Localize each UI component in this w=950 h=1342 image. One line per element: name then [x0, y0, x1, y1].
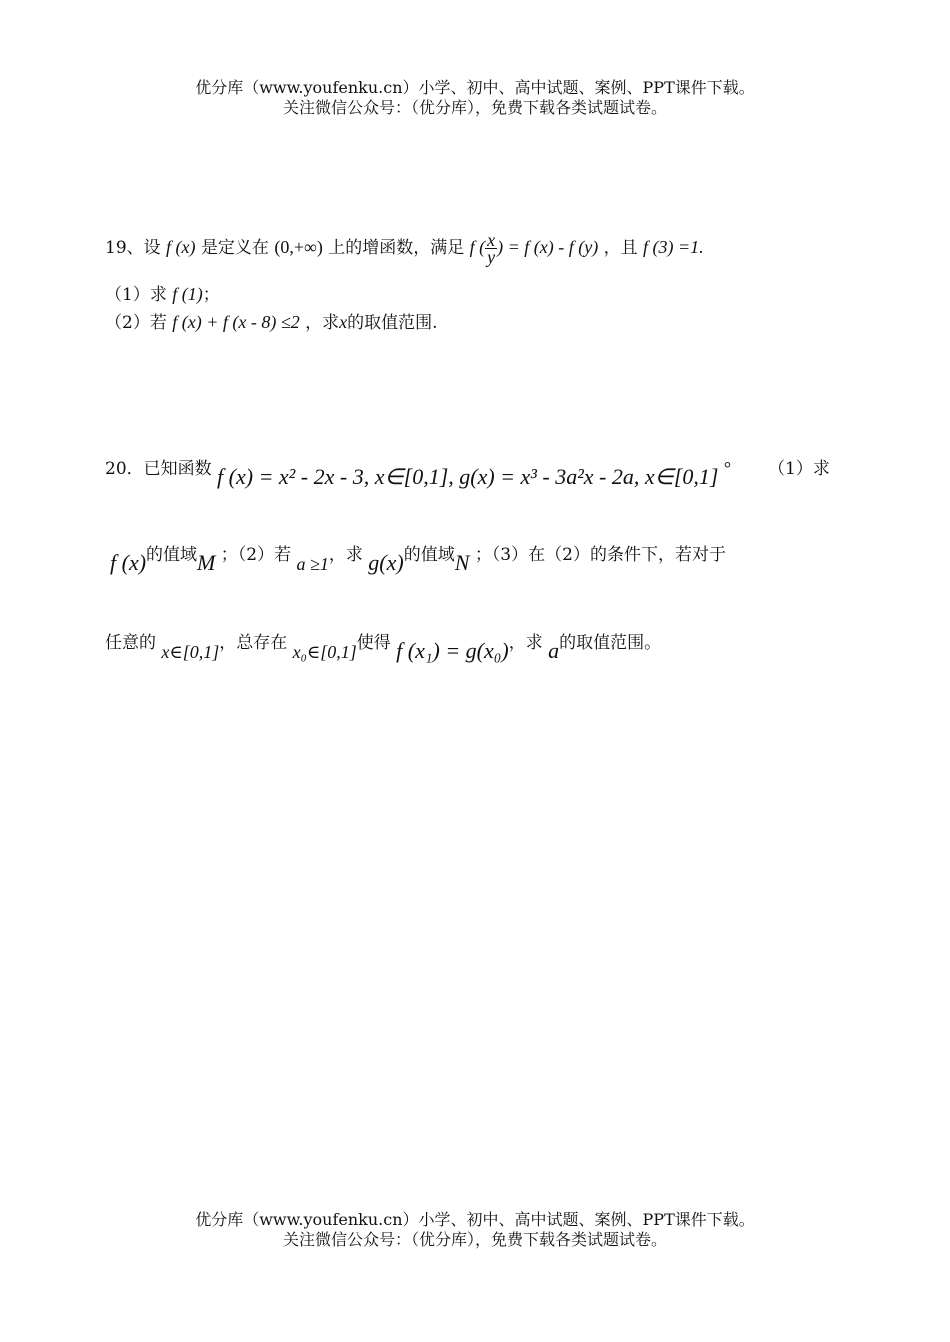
q20-seek-2: ，求	[508, 633, 543, 653]
q20-gx: g(x)	[368, 550, 404, 575]
q19-numerator: x	[487, 230, 496, 250]
q19-equation-rhs: ) = f (x) - f (y)	[497, 237, 599, 257]
q20-range-text-m: 的值域	[146, 545, 198, 565]
q20-set-m: M	[197, 550, 216, 575]
q19-denominator: y	[487, 247, 496, 267]
q20-line-2	[110, 540, 726, 575]
q19-part-1-end: ；	[202, 285, 220, 305]
q19-text-1: 是定义在	[200, 238, 269, 258]
page-footer	[0, 1210, 950, 1250]
q20-sep-1: ；（2）若	[220, 545, 292, 565]
q19-f-open: f (	[469, 237, 486, 257]
q20-var-a: a	[548, 638, 560, 663]
q20-part-1-label: （1）求	[768, 459, 830, 479]
q20-final: 的取值范围。	[559, 633, 662, 653]
q19-part-1-expr: f (1)	[172, 284, 203, 304]
q19-part-1-label: （1）求	[105, 285, 167, 305]
q20-line-3	[105, 628, 662, 663]
q20-seek: ，求	[328, 545, 363, 565]
header-line-1: 优分库（www.youfenku.cn）小学、初中、高中试题、案例、PPT课件下载。	[195, 78, 755, 97]
header-line-2: 关注微信公众号：（优分库），免费下载各类试题试卷。	[282, 98, 667, 117]
footer-line-1: 优分库（www.youfenku.cn）小学、初中、高中试题、案例、PPT课件下载。	[195, 1210, 755, 1229]
q20-stop: °	[723, 458, 732, 478]
q19-part-2-label: （2）若	[105, 313, 167, 333]
q20-exists: ，总存在	[219, 633, 288, 653]
q20-any: 任意的	[105, 633, 156, 653]
q19-f3: f (3) =1.	[643, 237, 704, 257]
q19-fx: f (x)	[166, 237, 196, 257]
q20-stem	[105, 454, 732, 489]
q20-range-text-n: 的值域	[403, 545, 455, 565]
q19-fraction	[485, 232, 497, 265]
q19-number: 19、设	[105, 238, 161, 258]
q20-sep-2: ；（3）在（2）的条件下，若对于	[474, 545, 726, 565]
q20-number: 20．已知函数	[105, 459, 212, 479]
q20-formula: f (x) = x² - 2x - 3, x∈[0,1], g(x) = x³ - 3a²x - 2a, x∈[0,1]	[217, 464, 719, 489]
q19-text-3: ，且	[603, 238, 638, 258]
q19-text-2: 上的增函数，满足	[328, 238, 465, 258]
page-header	[0, 78, 950, 118]
q20-equation: f (x₁) = g(x₀)	[396, 638, 509, 663]
q19-part-2-var: x	[339, 312, 348, 332]
q19-part-1	[105, 280, 220, 305]
q19-part-2-end: 的取值范围.	[347, 313, 438, 333]
q20-x-range: x∈[0,1]	[161, 642, 220, 662]
q19-stem	[105, 232, 704, 265]
q20-x0-range: x₀∈[0,1]	[292, 642, 357, 662]
q20-such-that: 使得	[356, 633, 391, 653]
q19-part-2-expr: f (x) + f (x - 8) ≤2	[172, 312, 300, 332]
q19-interval: (0,+∞)	[274, 237, 323, 257]
q19-part-2-mid: ，求	[305, 313, 340, 333]
q20-fx: f (x)	[110, 550, 147, 575]
q20-set-n: N	[454, 550, 470, 575]
q19-part-2	[105, 308, 438, 333]
footer-line-2: 关注微信公众号：（优分库），免费下载各类试题试卷。	[282, 1230, 667, 1249]
q20-condition: a ≥1	[296, 554, 329, 574]
